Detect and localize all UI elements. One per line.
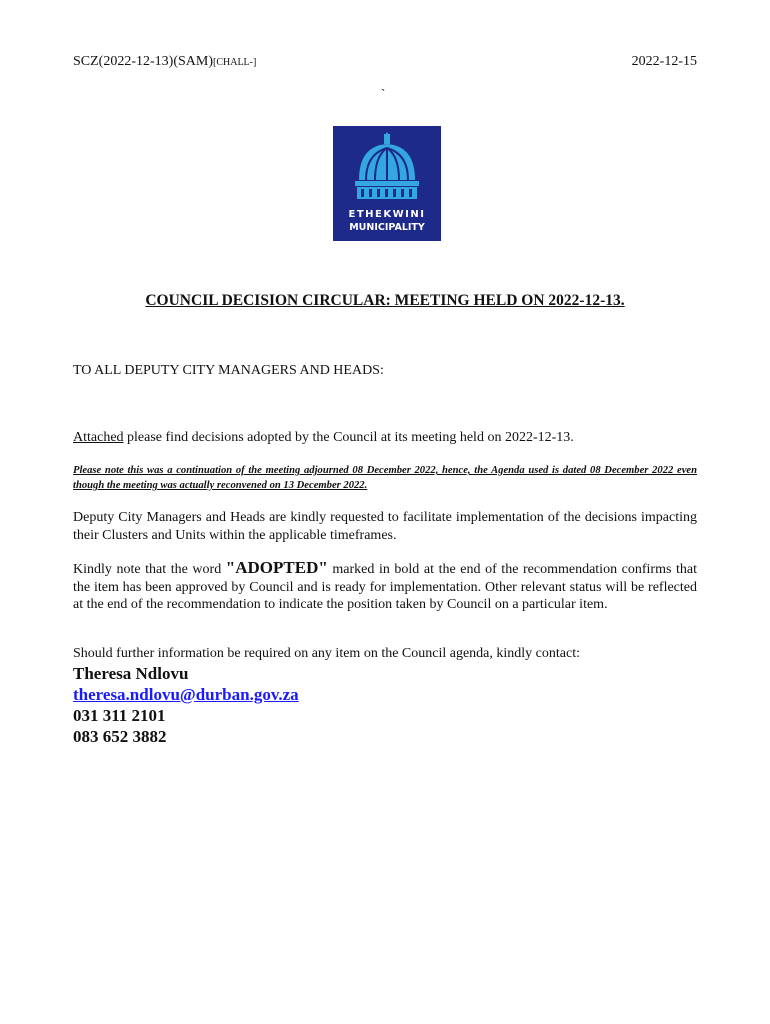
reference-line	[73, 54, 697, 70]
paragraph-adopted: Kindly note that the word "ADOPTED" marked in bold at the end of the recommendation confirms that the item has been approved by Council and is ready for implementation. Other relevant status will be reflected at the end of the recommendation to indicate the position taken by Council on a particular item.	[73, 558, 698, 612]
attached-line	[73, 430, 574, 446]
contact-name: Theresa Ndlovu	[73, 664, 189, 683]
stray-mark: `	[381, 86, 386, 101]
paragraph-implementation: Deputy City Managers and Heads are kindly requested to facilitate implementation of the decisions impacting their Clusters and Units within the applicable timeframes.	[73, 510, 697, 543]
contact-email-link[interactable]: theresa.ndlovu@durban.gov.za	[73, 685, 299, 704]
ethekwini-logo	[333, 126, 441, 241]
contact-phone-2: 083 652 3882	[73, 727, 167, 746]
contact-block	[73, 663, 299, 747]
logo-text-line2: MUNICIPALITY	[349, 222, 425, 233]
adopted-keyword: "ADOPTED"	[225, 558, 328, 577]
reference-number: SCZ(2022-12-13)(SAM)[CHALL-]	[73, 54, 257, 69]
reference-suffix: [CHALL-]	[213, 57, 257, 68]
circular-date: 2022-12-15	[631, 54, 697, 69]
paragraph-contact-request: Should further information be required on any item on the Council agenda, kindly contact:	[73, 646, 580, 661]
continuation-note: Please note this was a continuation of the meeting adjourned 08 December 2022, hence, the Agenda used is dated 08 December 2022 even though the meeting was actually reconvened on 13 December 2022.	[73, 465, 697, 491]
addressee-line: TO ALL DEPUTY CITY MANAGERS AND HEADS:	[73, 363, 384, 378]
contact-phone-1: 031 311 2101	[73, 706, 166, 725]
attached-rest: please find decisions adopted by the Council at its meeting held on 2022-12-13.	[123, 430, 574, 445]
attached-lead: Attached	[73, 430, 124, 445]
document-title: COUNCIL DECISION CIRCULAR: MEETING HELD ON 2022-12-13.	[145, 292, 625, 309]
logo-text-line1: ETHEKWINI	[348, 209, 426, 220]
